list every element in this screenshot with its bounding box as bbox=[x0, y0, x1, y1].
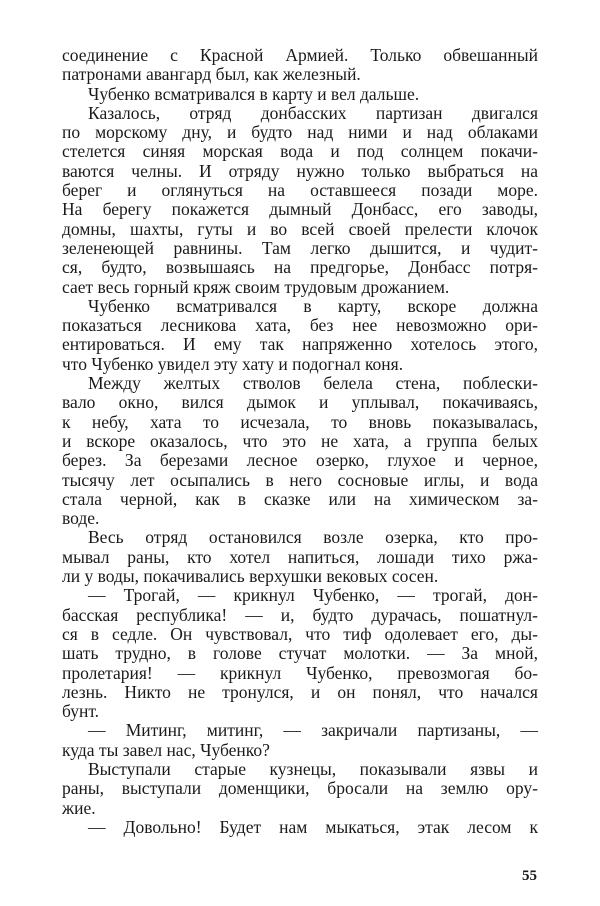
text-line: домны, шахты, гуты и во всей своей прелести клочок bbox=[62, 218, 538, 239]
text-line: ся, будто, возвышаясь на предгорье, Донбасс потря- bbox=[62, 257, 538, 278]
page-number: 55 bbox=[522, 868, 537, 884]
text-line: куда ты завел нас, Чубенко? bbox=[62, 739, 270, 760]
text-line: лезнь. Никто не тронулся, и он понял, что начался bbox=[62, 681, 538, 702]
text-line: ли у воды, покачивались верхушки вековых сосен. bbox=[62, 566, 439, 587]
text-line: На берегу покажется дымный Донбасс, его заводы, bbox=[62, 199, 538, 220]
text-line: вало окно, вился дымок и уплывал, покачиваясь, bbox=[62, 392, 538, 413]
text-line: басская республика! — и, будто дурачась, пошатнул- bbox=[62, 604, 538, 625]
text-line: Выступали старые кузнецы, показывали язвы и bbox=[88, 758, 538, 779]
paragraph bbox=[62, 528, 538, 586]
text-line: показаться лесникова хата, без нее невозможно ори- bbox=[62, 315, 538, 336]
text-line: Чубенко всматривался в карту и вел дальше. bbox=[88, 83, 420, 104]
text-line: — Трогай, — крикнул Чубенко, — трогай, дон- bbox=[88, 585, 538, 606]
text-line: Чубенко всматривался в карту, вскоре должна bbox=[88, 295, 538, 316]
text-line: — Довольно! Будет нам мыкаться, этак лесом к bbox=[88, 816, 538, 837]
text-line: сает весь горный кряж своим трудовым дрожанием. bbox=[62, 276, 450, 297]
text-line: по морскому дну, и будто над ними и над облаками bbox=[62, 122, 538, 143]
text-line: бунт. bbox=[62, 701, 100, 722]
paragraph bbox=[62, 818, 538, 837]
text-line: берег и оглянуться на оставшееся позади море. bbox=[62, 180, 538, 201]
text-line: что Чубенко увидел эту хату и подогнал коня. bbox=[62, 353, 404, 374]
paragraph bbox=[62, 760, 538, 818]
text-line: — Митинг, митинг, — закричали партизаны, — bbox=[88, 720, 538, 741]
text-line: жие. bbox=[62, 797, 96, 818]
text-line: тысячу лет осыпались в него сосновые иглы, и вода bbox=[62, 469, 538, 490]
text-line: мывал раны, кто хотел напиться, лошади тихо ржа- bbox=[62, 546, 538, 567]
paragraph bbox=[62, 586, 538, 721]
paragraph bbox=[62, 85, 538, 104]
text-line: ся в седле. Он чувствовал, что тиф одолевает его, ды- bbox=[62, 623, 538, 644]
text-line: берез. За березами лесное озерко, глухое и черное, bbox=[62, 450, 538, 471]
text-line: раны, выступали доменщики, бросали на землю ору- bbox=[62, 778, 538, 799]
book-page-text bbox=[62, 46, 538, 837]
text-line: ваются челны. И отряду нужно только выбраться на bbox=[62, 160, 538, 181]
text-line: соединение с Красной Армией. Только обвешанный bbox=[62, 45, 538, 65]
text-line: и вскоре оказалось, что это не хата, а группа белых bbox=[62, 430, 538, 451]
text-line: стала черной, как в сказке или на химическом за- bbox=[62, 488, 538, 509]
text-line: стелется синяя морская вода и под солнцем покачи- bbox=[62, 141, 538, 162]
text-line: воде. bbox=[62, 508, 100, 529]
text-line: Весь отряд остановился возле озерка, кто про- bbox=[88, 527, 538, 548]
paragraph bbox=[62, 374, 538, 528]
paragraph bbox=[62, 104, 538, 297]
text-line: шать трудно, в голове стучат молотки. — За мной, bbox=[62, 643, 538, 664]
text-line: ентироваться. И ему так напряженно хотелось этого, bbox=[62, 334, 538, 355]
paragraph bbox=[62, 721, 538, 760]
text-line: патронами авангард был, как железный. bbox=[62, 64, 361, 85]
text-line: Между желтых стволов белела стена, поблески- bbox=[88, 373, 538, 394]
text-line: к небу, хата то исчезала, то вновь показывалась, bbox=[62, 411, 538, 432]
text-line: пролетария! — крикнул Чубенко, превозмогая бо- bbox=[62, 662, 538, 683]
paragraph bbox=[62, 46, 538, 85]
text-line: Казалось, отряд донбасских партизан двигался bbox=[88, 102, 538, 123]
text-line: зеленеющей равнины. Там легко дышится, и чудит- bbox=[62, 237, 538, 258]
paragraph bbox=[62, 297, 538, 374]
